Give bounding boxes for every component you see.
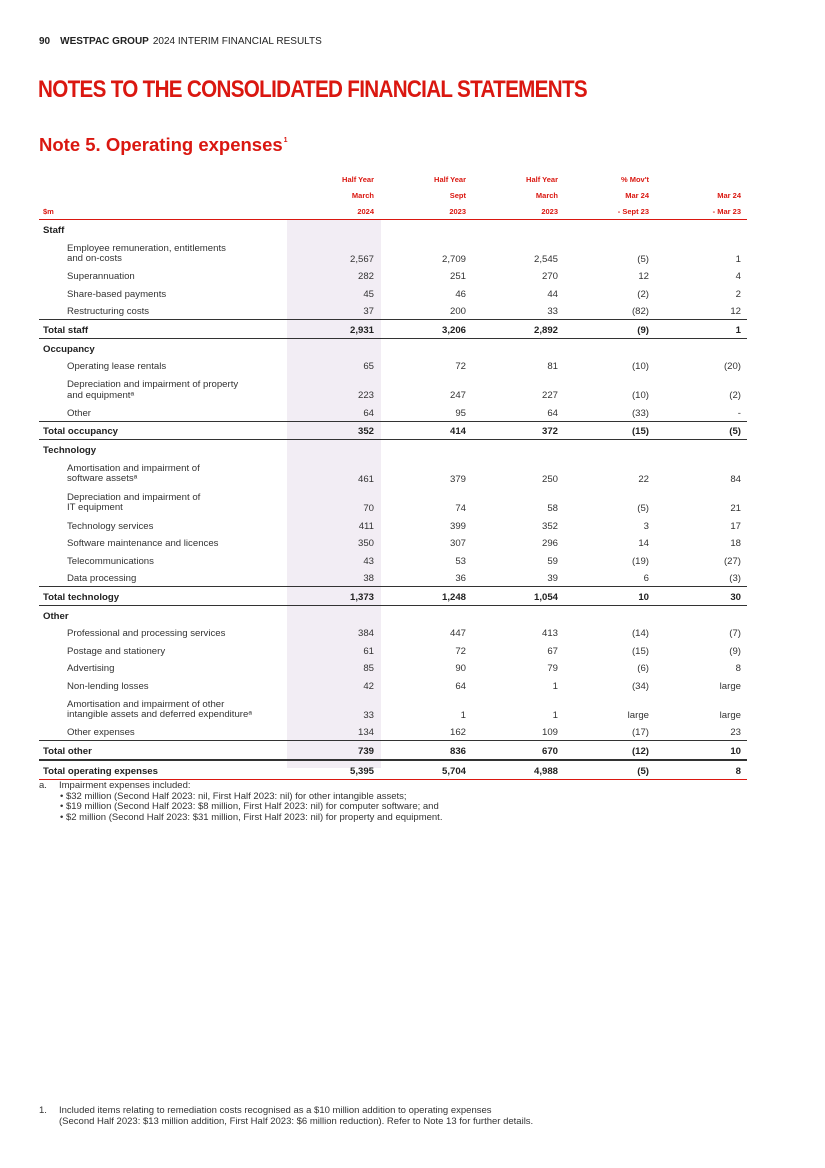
row-label: Other expenses — [67, 727, 135, 739]
table-row — [39, 516, 747, 534]
row-label: Amortisation and impairment of other intangible assets and deferred expenditureᵃ — [67, 698, 252, 721]
table-row — [39, 723, 747, 741]
table-cell: (12) — [631, 746, 649, 758]
note-title — [39, 134, 288, 156]
table-cell: (5) — [637, 765, 649, 777]
table-cell: 413 — [541, 628, 558, 640]
total-row — [39, 319, 747, 339]
table-cell: 2,545 — [533, 253, 558, 265]
row-label: Other — [43, 610, 69, 622]
header-cell: Half Year — [526, 175, 558, 184]
footnote-1-number: 1. — [39, 1105, 47, 1116]
table-cell: 372 — [541, 426, 558, 438]
table-cell: 739 — [357, 746, 374, 758]
table-cell: 64 — [363, 407, 374, 419]
table-cell: 352 — [541, 520, 558, 532]
table-cell: 67 — [547, 645, 558, 657]
table-row — [39, 534, 747, 552]
note-footnote-marker: 1 — [283, 137, 288, 144]
table-cell: 5,395 — [349, 765, 374, 777]
row-label: Depreciation and impairment of property and equipmentᵃ — [67, 379, 239, 401]
row-label: Advertising — [67, 663, 115, 675]
header-cell: Mar 24 — [717, 191, 741, 200]
table-cell: 200 — [449, 306, 466, 318]
header-cell: - Sept 23 — [617, 207, 649, 216]
table-cell: 162 — [449, 727, 466, 739]
table-row — [39, 694, 747, 723]
table-header-row — [39, 203, 747, 220]
table-cell: (5) — [637, 502, 649, 514]
report-name: 2024 INTERIM FINANCIAL RESULTS — [152, 36, 322, 47]
table-cell: (15) — [631, 426, 649, 438]
table-cell: 1 — [552, 709, 558, 721]
table-row — [39, 487, 747, 516]
table-row — [39, 676, 747, 694]
table-cell: (5) — [637, 253, 649, 265]
table-cell: 1 — [735, 324, 741, 336]
footnote-bullet: • $19 million (Second Half 2023: $8 million, First Half 2023: nil) for computer software; and — [60, 801, 439, 812]
table-cell: 17 — [730, 520, 741, 532]
page-title: NOTES TO THE CONSOLIDATED FINANCIAL STATEMENTS — [38, 76, 587, 103]
table-cell: 43 — [363, 555, 374, 567]
table-row — [39, 302, 747, 320]
table-body — [39, 220, 747, 780]
table-cell: 352 — [357, 426, 374, 438]
footnote-bullet: • $2 million (Second Half 2023: $31 million, First Half 2023: nil) for property and equipment. — [60, 811, 443, 823]
row-label: Other — [67, 407, 91, 419]
table-cell: 45 — [363, 288, 374, 300]
table-cell: 1,248 — [441, 591, 466, 603]
table-cell: (82) — [631, 306, 649, 318]
footnote-1-text: Included items relating to remediation costs recognised as a $10 million addition to operating expenses — [59, 1105, 492, 1116]
footnote-a — [39, 781, 442, 823]
table-row — [39, 238, 747, 267]
table-cell: 95 — [455, 407, 466, 419]
section-header-row — [39, 339, 747, 357]
page-header — [39, 36, 322, 47]
table-cell: 247 — [449, 390, 466, 402]
table-cell: 399 — [449, 520, 466, 532]
table-row — [39, 551, 747, 569]
table-cell: 250 — [541, 473, 558, 485]
table-cell: (7) — [729, 628, 741, 640]
table-cell: 64 — [547, 407, 558, 419]
table-cell: 81 — [547, 361, 558, 373]
table-row — [39, 458, 747, 487]
table-cell: 2,892 — [533, 324, 558, 336]
row-label: Non-lending losses — [67, 680, 149, 692]
row-label: Superannuation — [67, 271, 135, 283]
table-cell: 18 — [730, 538, 741, 550]
table-cell: 33 — [547, 306, 558, 318]
table-cell: (6) — [637, 663, 649, 675]
table-cell: (19) — [631, 555, 649, 567]
row-label: Postage and stationery — [67, 645, 166, 657]
table-cell: 64 — [455, 680, 466, 692]
header-cell: - Mar 23 — [712, 207, 741, 216]
table-cell: 384 — [357, 628, 374, 640]
footnote-a-letter: a. — [39, 780, 47, 791]
row-label: Total technology — [43, 591, 120, 603]
row-label: Employee remuneration, entitlements and on-costs — [67, 242, 226, 265]
row-label: Occupancy — [43, 343, 95, 355]
total-row — [39, 760, 747, 780]
table-cell: 4 — [735, 271, 741, 283]
table-cell: 270 — [541, 271, 558, 283]
table-cell: large — [719, 680, 741, 692]
header-cell: % Mov't — [620, 175, 649, 184]
header-cell: Half Year — [434, 175, 466, 184]
table-row — [39, 641, 747, 659]
table-cell: (9) — [637, 324, 649, 336]
table-row — [39, 569, 747, 587]
table-cell: (15) — [631, 645, 649, 657]
table-cell: 61 — [363, 645, 374, 657]
section-header-row — [39, 606, 747, 624]
table-cell: (33) — [631, 407, 649, 419]
table-cell: (10) — [631, 390, 649, 402]
table-cell: 21 — [730, 502, 741, 514]
table-cell: 53 — [455, 555, 466, 567]
table-cell: 461 — [357, 473, 374, 485]
row-label: Total other — [43, 746, 92, 758]
table-row — [39, 659, 747, 677]
header-cell: 2024 — [357, 207, 374, 216]
table-cell: 72 — [455, 361, 466, 373]
table-cell: 2,931 — [349, 324, 374, 336]
table-cell: 74 — [455, 502, 466, 514]
table-cell: (2) — [637, 288, 649, 300]
table-cell: 4,988 — [533, 765, 558, 777]
table-row — [39, 267, 747, 285]
table-cell: 70 — [363, 502, 374, 514]
row-label: Depreciation and impairment of IT equipment — [67, 491, 201, 514]
table-cell: 414 — [449, 426, 466, 438]
table-cell: 251 — [449, 271, 466, 283]
table-cell: - — [737, 407, 741, 419]
unit-label: $m — [43, 207, 54, 216]
table-cell: 223 — [357, 390, 374, 402]
table-cell: 227 — [541, 390, 558, 402]
table-cell: 3,206 — [441, 324, 466, 336]
table-cell: 79 — [547, 663, 558, 675]
footnote-1 — [39, 1105, 533, 1127]
table-cell: 1 — [552, 680, 558, 692]
header-cell: Mar 24 — [625, 191, 649, 200]
header-cell: 2023 — [541, 207, 558, 216]
table-cell: (14) — [631, 628, 649, 640]
table-row — [39, 403, 747, 421]
section-header-row — [39, 220, 747, 238]
row-label: Data processing — [67, 573, 137, 585]
table-cell: 84 — [730, 473, 741, 485]
table-cell: 10 — [730, 746, 741, 758]
table-cell: (27) — [723, 555, 741, 567]
table-cell: 44 — [547, 288, 558, 300]
table-cell: 38 — [363, 573, 374, 585]
note-title-text: Note 5. Operating expenses — [39, 134, 283, 155]
table-cell: 1,054 — [533, 591, 558, 603]
total-row — [39, 740, 747, 760]
header-cell: March — [535, 191, 558, 200]
table-header-row — [39, 171, 747, 187]
table-cell: 2 — [735, 288, 741, 300]
row-label: Technology services — [67, 520, 154, 532]
table-cell: 447 — [449, 628, 466, 640]
header-cell: Half Year — [342, 175, 374, 184]
table-cell: (2) — [729, 390, 741, 402]
section-header-row — [39, 440, 747, 458]
header-cell: Sept — [449, 191, 466, 200]
table-header-row — [39, 187, 747, 203]
table-row — [39, 374, 747, 403]
table-cell: 36 — [455, 573, 466, 585]
row-label: Total occupancy — [43, 426, 118, 438]
table-cell: 33 — [363, 709, 374, 721]
table-cell: 23 — [730, 727, 741, 739]
table-cell: (5) — [729, 426, 741, 438]
table-cell: 58 — [547, 502, 558, 514]
table-cell: 39 — [547, 573, 558, 585]
row-label: Staff — [43, 224, 65, 236]
table-cell: 2,709 — [441, 253, 466, 265]
table-cell: 37 — [363, 306, 374, 318]
row-label: Professional and processing services — [67, 628, 226, 640]
table-row — [39, 357, 747, 375]
table-cell: (10) — [631, 361, 649, 373]
table-row — [39, 284, 747, 302]
table-cell: (9) — [729, 645, 741, 657]
footnote-bullet: • $32 million (Second Half 2023: nil, First Half 2023: nil) for other intangible assets; — [60, 790, 407, 802]
table-cell: 109 — [541, 727, 558, 739]
table-cell: 379 — [449, 473, 466, 485]
page-number: 90 — [39, 36, 51, 47]
table-cell: 10 — [638, 591, 649, 603]
table-cell: 2,567 — [349, 253, 374, 265]
footnote-1-line — [39, 1105, 533, 1116]
table-cell: 90 — [455, 663, 466, 675]
table-cell: 85 — [363, 663, 374, 675]
table-cell: 3 — [643, 520, 649, 532]
table-cell: 1 — [735, 253, 741, 265]
table-cell: 8 — [735, 663, 741, 675]
row-label: Share-based payments — [67, 288, 167, 300]
table-cell: 307 — [449, 538, 466, 550]
table-cell: 12 — [730, 306, 741, 318]
table-cell: large — [627, 709, 649, 721]
table-cell: (3) — [729, 573, 741, 585]
table-cell: 72 — [455, 645, 466, 657]
table-cell: 296 — [541, 538, 558, 550]
table-cell: 411 — [358, 520, 374, 532]
table-cell: 1 — [460, 709, 466, 721]
table-cell: (20) — [723, 361, 741, 373]
table-cell: large — [719, 709, 741, 721]
table-cell: 22 — [638, 473, 649, 485]
footnote-a-intro — [39, 781, 442, 792]
header-cell: March — [351, 191, 374, 200]
operating-expenses-table — [39, 171, 747, 780]
table-cell: 65 — [363, 361, 374, 373]
table-cell: 670 — [541, 746, 558, 758]
row-label: Technology — [43, 444, 97, 456]
row-label: Telecommunications — [67, 555, 154, 567]
table-cell: 282 — [357, 271, 374, 283]
row-label: Total staff — [43, 324, 89, 336]
row-label: Software maintenance and licences — [67, 538, 219, 550]
header-cell: 2023 — [449, 207, 466, 216]
footnote-1-line-2: (Second Half 2023: $13 million addition, First Half 2023: $6 million reduction). Refer to Note 13 for further details. — [59, 1116, 534, 1127]
table-cell: (17) — [631, 727, 649, 739]
table-cell: 6 — [643, 573, 649, 585]
table-cell: 5,704 — [441, 765, 466, 777]
table-cell: 134 — [357, 727, 374, 739]
company-name: WESTPAC GROUP — [60, 36, 149, 47]
table-cell: 46 — [455, 288, 466, 300]
total-row — [39, 421, 747, 441]
table-cell: 12 — [638, 271, 649, 283]
table-cell: 14 — [638, 538, 649, 550]
table-row — [39, 624, 747, 642]
table-cell: 30 — [730, 591, 741, 603]
row-label: Total operating expenses — [43, 765, 158, 777]
total-row — [39, 586, 747, 606]
row-label: Amortisation and impairment of software assetsᵃ — [67, 462, 200, 485]
footnote-a-text: Impairment expenses included: — [59, 780, 191, 791]
table-cell: 42 — [363, 680, 374, 692]
table-cell: 836 — [449, 746, 466, 758]
table-cell: 59 — [547, 555, 558, 567]
table-cell: 350 — [357, 538, 374, 550]
table-cell: (34) — [631, 680, 649, 692]
row-label: Operating lease rentals — [67, 361, 167, 373]
row-label: Restructuring costs — [67, 306, 150, 318]
table-cell: 8 — [735, 765, 741, 777]
table-cell: 1,373 — [349, 591, 374, 603]
